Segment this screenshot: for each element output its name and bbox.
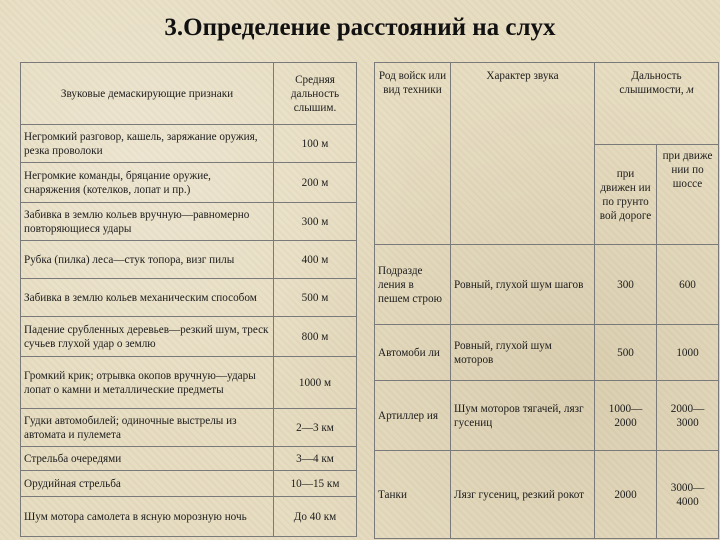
highway-range-cell: 1000 <box>657 325 719 381</box>
highway-range-cell: 600 <box>657 245 719 325</box>
header-range-label: Дальность слышимости, <box>619 70 684 96</box>
distance-cell: 800 м <box>274 317 357 357</box>
sound-cell: Ровный, глухой шум шагов <box>451 245 595 325</box>
distance-cell: 3—4 км <box>274 447 357 471</box>
table-row <box>21 409 357 447</box>
distance-cell: 200 м <box>274 163 357 203</box>
table-row <box>21 125 357 163</box>
dirt-range-cell: 300 <box>595 245 657 325</box>
header-type: Род войск или вид техники <box>375 63 451 245</box>
hearing-range-table <box>374 62 719 539</box>
table-row <box>21 497 357 537</box>
table-row <box>375 245 719 325</box>
sign-cell: Шум мотора самолета в ясную морозную ночь <box>21 497 274 537</box>
sign-cell: Орудийная стрельба <box>21 471 274 497</box>
header-sound: Характер звука <box>451 63 595 245</box>
sign-cell: Негромкий разговор, кашель, заряжание оружия, резка проволоки <box>21 125 274 163</box>
dirt-range-cell: 2000 <box>595 451 657 539</box>
dirt-range-cell: 500 <box>595 325 657 381</box>
distance-cell: До 40 км <box>274 497 357 537</box>
table-row <box>375 325 719 381</box>
table-row <box>375 451 719 539</box>
table-row <box>21 241 357 279</box>
header-distance: Средняя дальность слышим. <box>274 63 357 125</box>
sound-cell: Лязг гусениц, резкий рокот <box>451 451 595 539</box>
header-sign: Звуковые демаскирующие признаки <box>21 63 274 125</box>
sign-cell: Падение срубленных деревьев—резкий шум, треск сучьев глухой удар о землю <box>21 317 274 357</box>
sound-cell: Шум моторов тягачей, лязг гусениц <box>451 381 595 451</box>
sign-cell: Рубка (пилка) леса—стук топора, визг пилы <box>21 241 274 279</box>
table-header-row <box>375 63 719 145</box>
header-highway: при движе нии по шоссе <box>657 145 719 245</box>
distance-cell: 10—15 км <box>274 471 357 497</box>
distance-cell: 2—3 км <box>274 409 357 447</box>
distance-cell: 1000 м <box>274 357 357 409</box>
sound-signs-table <box>20 62 357 537</box>
dirt-range-cell: 1000— 2000 <box>595 381 657 451</box>
sound-cell: Ровный, глухой шум моторов <box>451 325 595 381</box>
unit-type-cell: Артиллер ия <box>375 381 451 451</box>
header-dirt-road: при движен ии по грунто вой дороге <box>595 145 657 245</box>
sign-cell: Негромкие команды, бряцание оружие, снаряжения (котелков, лопат и пр.) <box>21 163 274 203</box>
sign-cell: Гудки автомобилей; одиночные выстрелы из автомата и пулемета <box>21 409 274 447</box>
page-title: 3.Определение расстояний на слух <box>164 14 556 41</box>
table-row <box>21 279 357 317</box>
highway-range-cell: 2000— 3000 <box>657 381 719 451</box>
distance-cell: 300 м <box>274 203 357 241</box>
table-row <box>375 381 719 451</box>
unit-type-cell: Танки <box>375 451 451 539</box>
unit-type-cell: Автомоби ли <box>375 325 451 381</box>
header-range <box>595 63 719 145</box>
distance-cell: 100 м <box>274 125 357 163</box>
highway-range-cell: 3000— 4000 <box>657 451 719 539</box>
sign-cell: Забивка в землю кольев вручную—равномерно повторяющиеся удары <box>21 203 274 241</box>
distance-cell: 500 м <box>274 279 357 317</box>
unit-type-cell: Подразде ления в пешем строю <box>375 245 451 325</box>
table-row <box>21 317 357 357</box>
distance-cell: 400 м <box>274 241 357 279</box>
sign-cell: Громкий крик; отрывка окопов вручную—удары лопат о камни и металлические предметы <box>21 357 274 409</box>
table-row <box>21 203 357 241</box>
header-range-unit: м <box>686 84 694 96</box>
sign-cell: Стрельба очередями <box>21 447 274 471</box>
table-row <box>21 357 357 409</box>
table-row <box>21 163 357 203</box>
table-row <box>21 447 357 471</box>
table-row <box>21 471 357 497</box>
table-header-row <box>21 63 357 125</box>
sign-cell: Забивка в землю кольев механическим способом <box>21 279 274 317</box>
